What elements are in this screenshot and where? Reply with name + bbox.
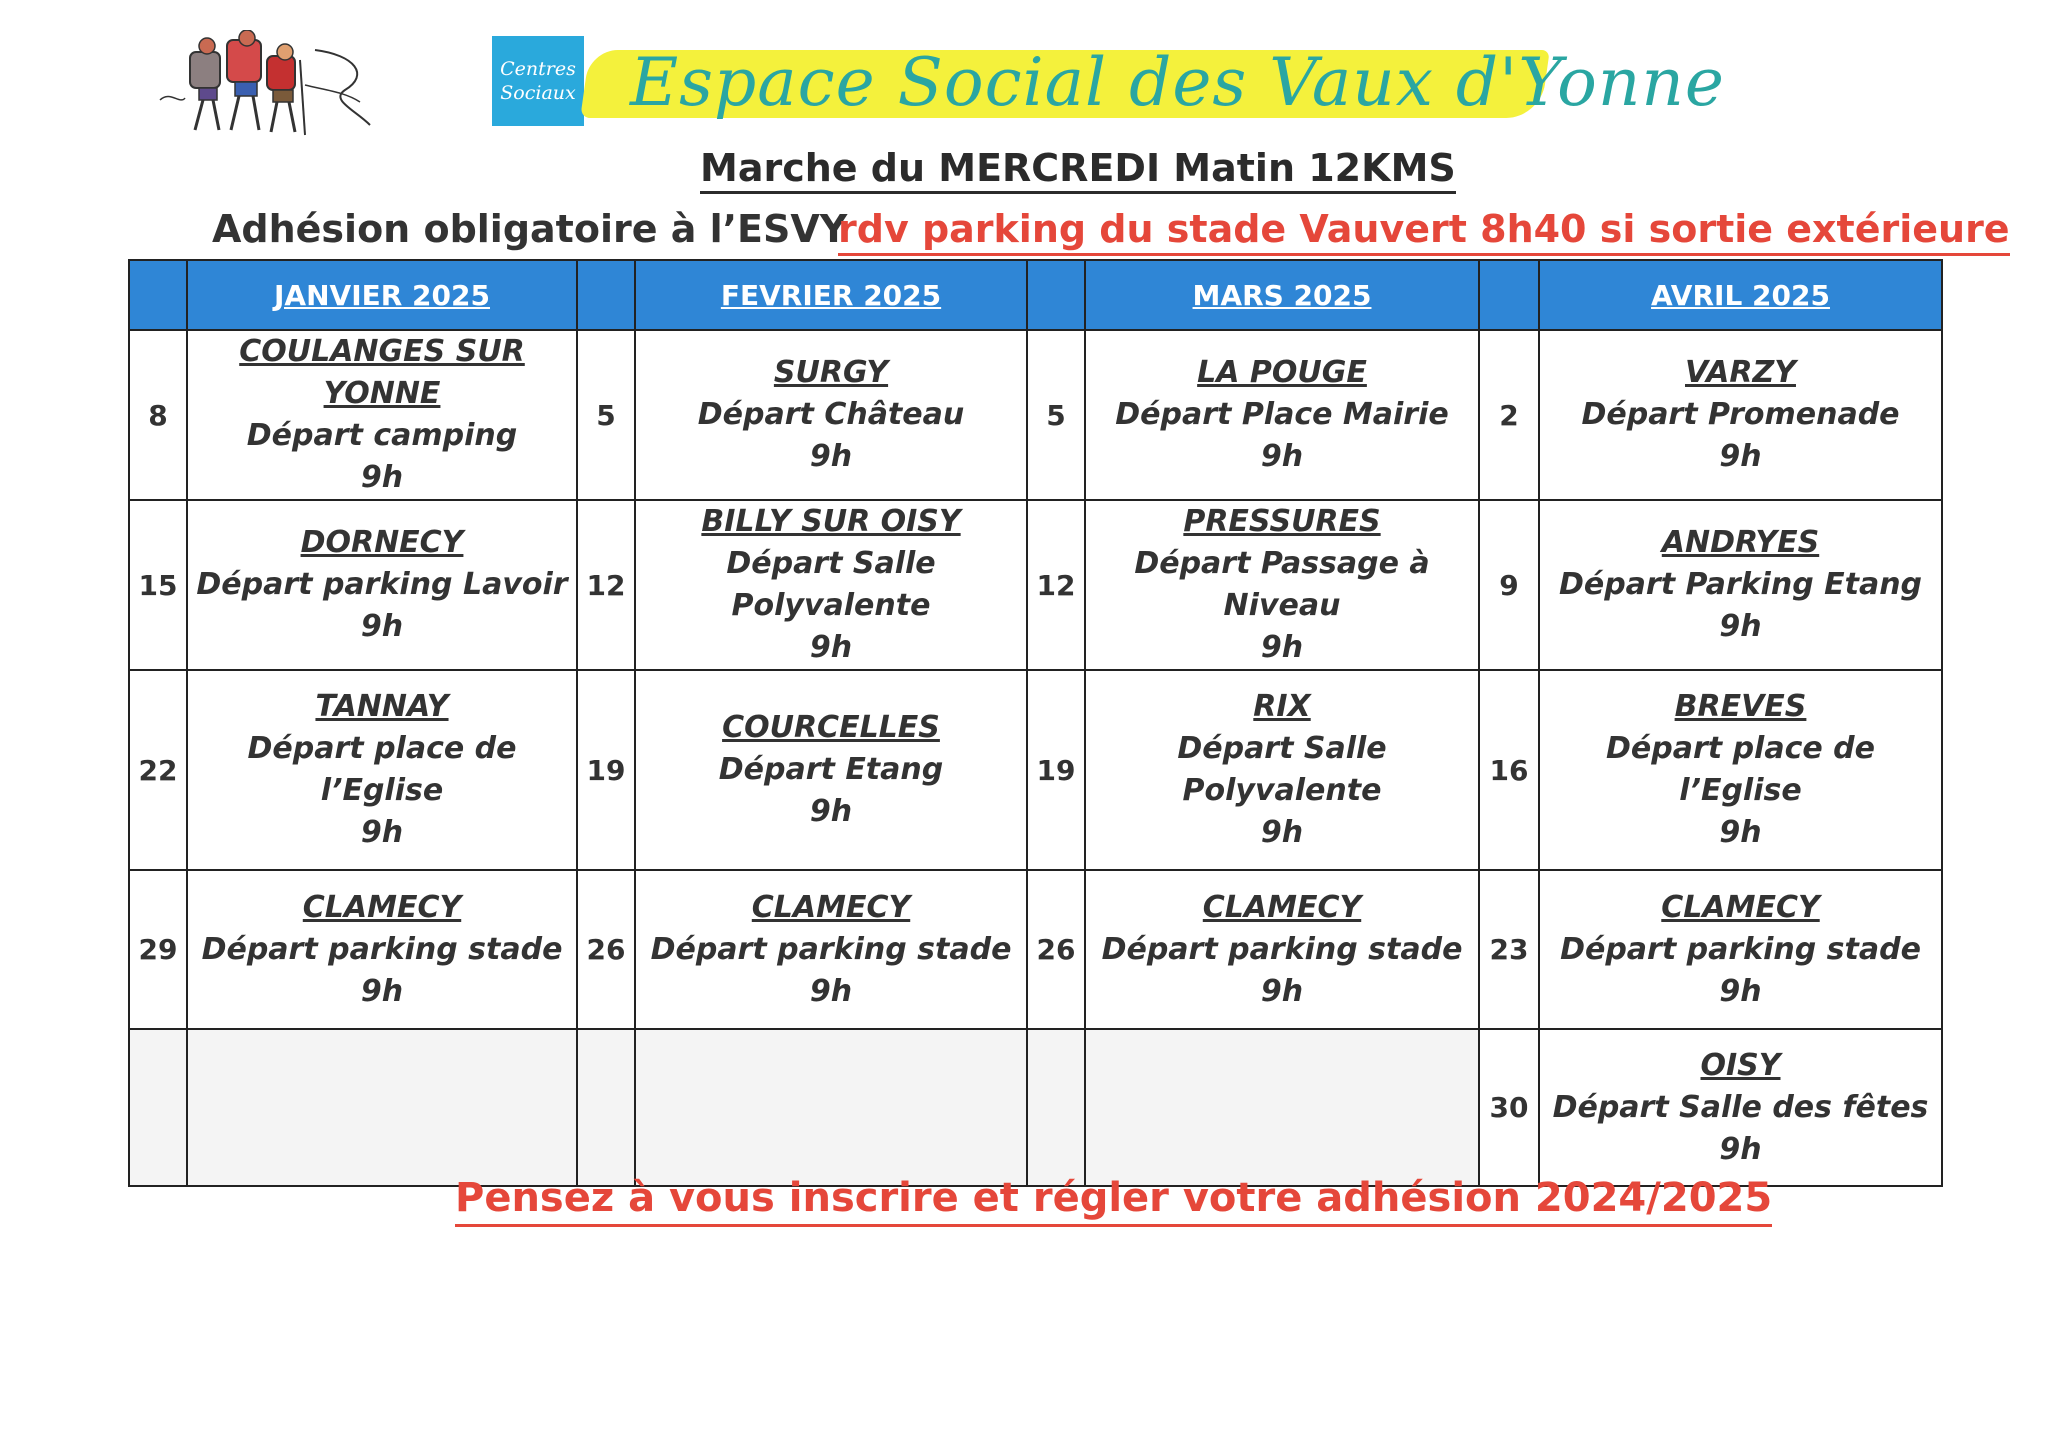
membership-reminder: Pensez à vous inscrire et régler votre adhésion 2024/2025 <box>455 1172 1772 1227</box>
walk-time: 9h <box>360 609 404 644</box>
day-number: 26 <box>577 870 635 1029</box>
walk-depart: Départ Château <box>697 397 965 432</box>
walk-time: 9h <box>360 973 404 1009</box>
day-number: 8 <box>129 330 187 500</box>
walk-time: 9h <box>1719 973 1762 1009</box>
walk-depart: Départ Salle Polyvalente <box>726 546 936 623</box>
walk-place: CLAMECY <box>1202 889 1362 925</box>
walk-time: 9h <box>809 794 853 829</box>
walk-cell <box>1539 870 1942 1029</box>
walk-depart: Départ Salle Polyvalente <box>1177 731 1387 808</box>
walk-place: COULANGES SUR YONNE <box>239 334 525 411</box>
page-subtitle: Marche du MERCREDI Matin 12KMS <box>700 145 1456 194</box>
walk-cell <box>635 670 1027 870</box>
walk-time: 9h <box>1260 973 1304 1009</box>
month-header <box>187 260 577 330</box>
table-row <box>129 870 1942 1029</box>
meeting-point-notice: rdv parking du stade Vauvert 8h40 si sortie extérieure <box>838 205 2010 256</box>
walk-cell <box>1085 670 1479 870</box>
walk-cell <box>1085 500 1479 670</box>
walk-place: OISY <box>1700 1047 1781 1083</box>
walk-time: 9h <box>809 630 853 665</box>
walk-place: CLAMECY <box>1661 889 1820 925</box>
day-number: 26 <box>1027 870 1085 1029</box>
walk-place: BILLY SUR OISY <box>701 504 961 539</box>
logo-text-line-2: Sociaux <box>500 82 576 104</box>
walk-depart: Départ parking Lavoir <box>196 567 568 602</box>
logo-text-line-1: Centres <box>500 58 576 80</box>
walk-time: 9h <box>360 815 404 850</box>
centres-sociaux-logo <box>492 36 584 126</box>
walk-cell <box>1085 870 1479 1029</box>
day-number: 19 <box>577 670 635 870</box>
month-header-row <box>129 260 1942 330</box>
walk-cell <box>635 330 1027 500</box>
walk-time: 9h <box>1260 439 1304 474</box>
walk-cell <box>635 870 1027 1029</box>
month-label: FEVRIER 2025 <box>720 278 942 312</box>
walk-place: TANNAY <box>315 689 449 724</box>
walk-place: ANDRYES <box>1661 525 1820 560</box>
walk-time: 9h <box>1260 630 1304 665</box>
month-header <box>1085 260 1479 330</box>
walk-cell <box>1539 500 1942 670</box>
walk-depart: Départ Salle des fêtes <box>1552 1089 1929 1125</box>
walk-cell <box>187 330 577 500</box>
walk-time: 9h <box>1260 815 1304 850</box>
day-number: 29 <box>129 870 187 1029</box>
month-header <box>635 260 1027 330</box>
walk-depart: Départ parking stade <box>201 931 563 967</box>
day-number: 15 <box>129 500 187 670</box>
day-number: 5 <box>577 330 635 500</box>
walk-depart: Départ parking stade <box>650 931 1012 967</box>
walk-depart: Départ place de l’Eglise <box>247 731 517 808</box>
table-row <box>129 670 1942 870</box>
walk-time: 9h <box>1719 439 1762 474</box>
hikers-illustration <box>155 30 385 155</box>
day-number: 12 <box>577 500 635 670</box>
walk-place: RIX <box>1253 689 1311 724</box>
walk-time: 9h <box>360 460 404 495</box>
walk-place: DORNECY <box>300 525 464 560</box>
walk-cell <box>187 500 577 670</box>
empty-cell <box>577 1029 635 1186</box>
empty-cell <box>129 1029 187 1186</box>
brand-title: Espace Social des Vaux d'Yonne <box>630 44 1725 121</box>
day-number: 23 <box>1479 870 1539 1029</box>
walk-cell <box>187 670 577 870</box>
walk-place: CLAMECY <box>751 889 911 925</box>
day-number: 2 <box>1479 330 1539 500</box>
walk-cell <box>1539 330 1942 500</box>
day-number: 16 <box>1479 670 1539 870</box>
empty-cell <box>1027 1029 1085 1186</box>
day-number: 30 <box>1479 1029 1539 1186</box>
month-label: MARS 2025 <box>1192 278 1372 312</box>
table-row <box>129 330 1942 500</box>
walk-time: 9h <box>1719 1131 1762 1167</box>
walk-depart: Départ Place Mairie <box>1115 397 1449 432</box>
walk-place: COURCELLES <box>722 710 940 745</box>
month-label: JANVIER 2025 <box>274 278 490 312</box>
walk-cell <box>1085 330 1479 500</box>
empty-cell <box>187 1029 577 1186</box>
walk-time: 9h <box>809 439 853 474</box>
walk-depart: Départ place de l’Eglise <box>1606 731 1875 808</box>
adhesion-notice: Adhésion obligatoire à l’ESVY <box>212 207 848 251</box>
walk-place: SURGY <box>773 355 889 390</box>
empty-cell <box>635 1029 1027 1186</box>
walk-depart: Départ Promenade <box>1581 397 1900 432</box>
month-header <box>1539 260 1942 330</box>
empty-cell <box>1085 1029 1479 1186</box>
table-row <box>129 1029 1942 1186</box>
walk-depart: Départ Passage à Niveau <box>1134 546 1430 623</box>
walk-depart: Départ Parking Etang <box>1558 567 1923 602</box>
day-number: 19 <box>1027 670 1085 870</box>
walk-depart: Départ parking stade <box>1101 931 1463 967</box>
walk-cell <box>1539 1029 1942 1186</box>
walk-depart: Départ camping <box>246 418 518 453</box>
walk-cell <box>1539 670 1942 870</box>
walk-place: VARZY <box>1685 355 1796 390</box>
walk-depart: Départ Etang <box>718 752 944 787</box>
walk-depart: Départ parking stade <box>1560 931 1921 967</box>
walk-time: 9h <box>809 973 853 1009</box>
walk-cell <box>635 500 1027 670</box>
day-number: 12 <box>1027 500 1085 670</box>
schedule-table <box>128 259 1943 1187</box>
walk-place: PRESSURES <box>1183 504 1381 539</box>
walk-time: 9h <box>1719 609 1762 644</box>
walk-cell <box>187 870 577 1029</box>
day-number: 22 <box>129 670 187 870</box>
day-number: 9 <box>1479 500 1539 670</box>
walk-place: CLAMECY <box>302 889 462 925</box>
table-row <box>129 500 1942 670</box>
walk-place: BREVES <box>1674 689 1807 724</box>
walk-time: 9h <box>1719 815 1762 850</box>
month-label: AVRIL 2025 <box>1651 278 1830 312</box>
day-number: 5 <box>1027 330 1085 500</box>
walk-place: LA POUGE <box>1197 355 1367 390</box>
